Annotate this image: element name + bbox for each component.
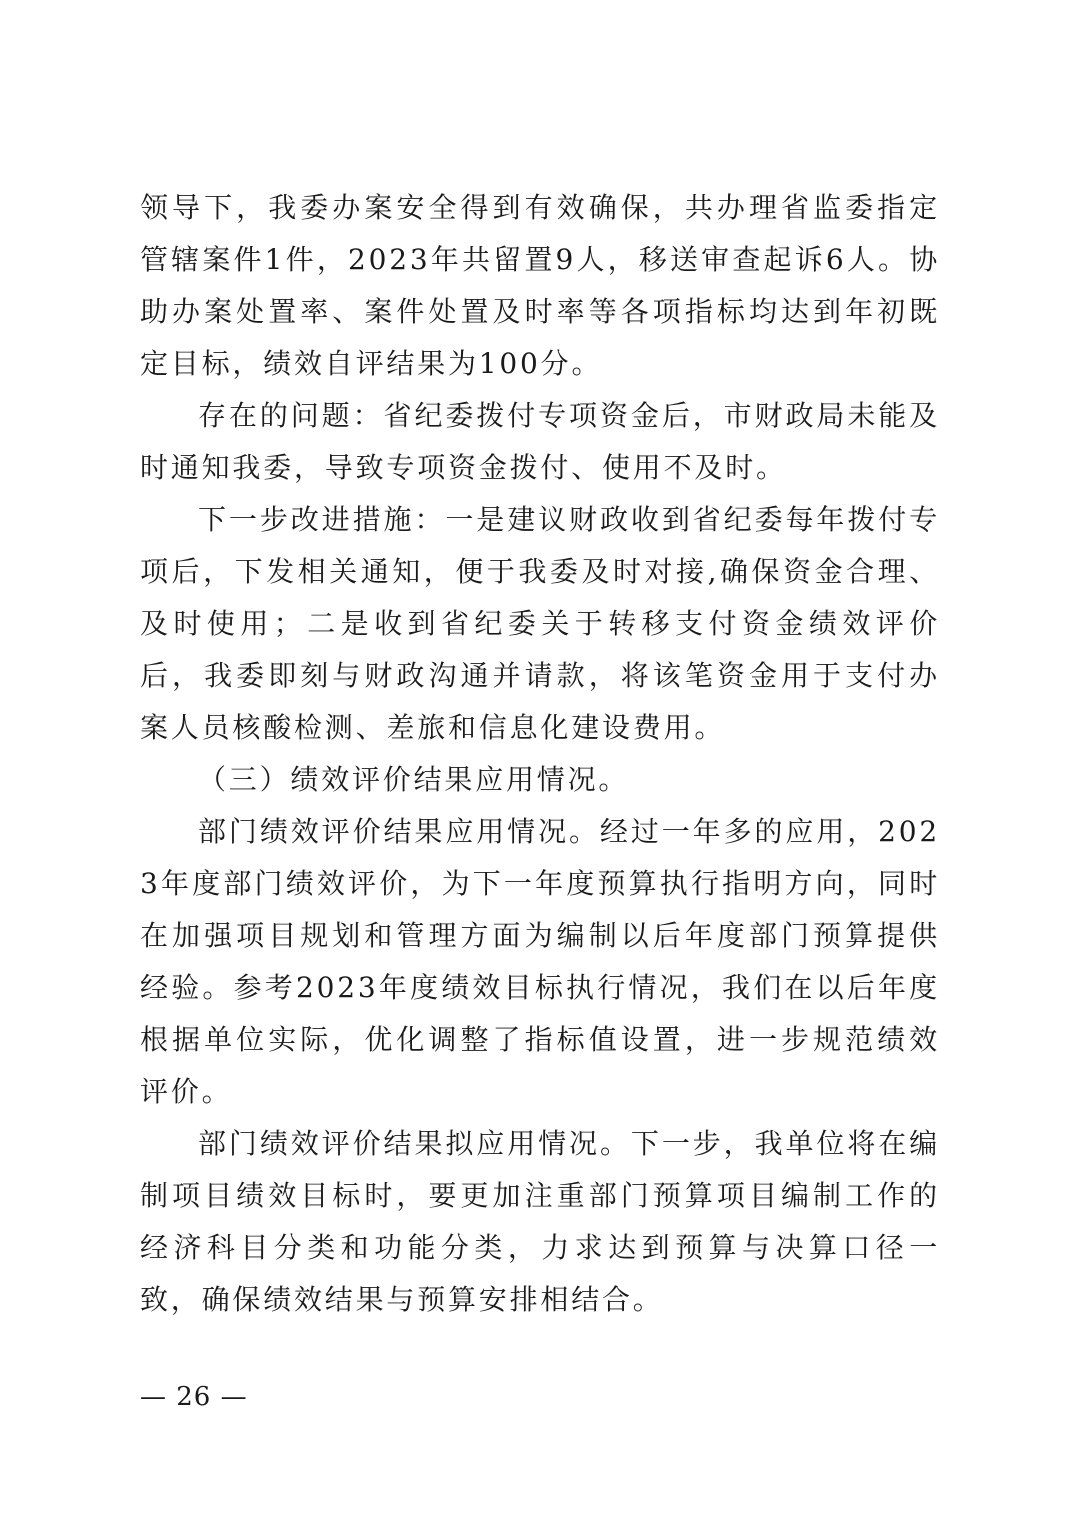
paragraph-application-status: 部门绩效评价结果应用情况。经过一年多的应用，2023年度部门绩效评价，为下一年度预算执行指明方向，同时在加强项目规划和管理方面为编制以后年度部门预算提供经验。参考2023年度绩效目标执行情况，我们在以后年度根据单位实际，优化调整了指标值设置，进一步规范绩效评价。 bbox=[140, 815, 940, 1108]
page-number: — 26 — bbox=[140, 1382, 248, 1412]
paragraph-continued-results: 领导下，我委办案安全得到有效确保，共办理省监委指定管辖案件1件，2023年共留置9人，移送审查起诉6人。协助办案处置率、案件处置及时率等各项指标均达到年初既定目标，绩效自评结果为100分。 bbox=[140, 191, 940, 380]
document-body bbox=[140, 182, 940, 1326]
section-heading-evaluation-application: （三）绩效评价结果应用情况。 bbox=[198, 763, 630, 796]
paragraph-existing-problems: 存在的问题：省纪委拨付专项资金后，市财政局未能及时通知我委，导致专项资金拨付、使用不及时。 bbox=[140, 399, 940, 484]
paragraph-improvement-measures: 下一步改进措施：一是建议财政收到省纪委每年拨付专项后，下发相关通知，便于我委及时对接,确保资金合理、及时使用；二是收到省纪委关于转移支付资金绩效评价后，我委即刻与财政沟通并请款，将该笔资金用于支付办案人员核酸检测、差旅和信息化建设费用。 bbox=[140, 503, 940, 744]
paragraph-planned-application: 部门绩效评价结果拟应用情况。下一步，我单位将在编制项目绩效目标时，要更加注重部门预算项目编制工作的经济科目分类和功能分类，力求达到预算与决算口径一致，确保绩效结果与预算安排相结合。 bbox=[140, 1127, 940, 1316]
